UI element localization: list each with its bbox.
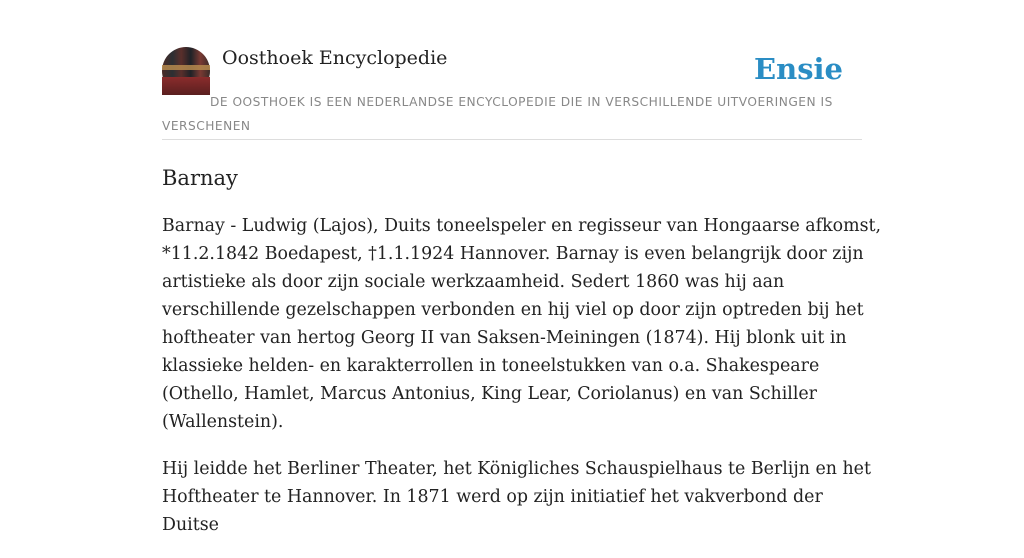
encyclopedia-avatar[interactable] xyxy=(162,47,210,95)
article-paragraph: Barnay - Ludwig (Lajos), Duits toneelspeler en regisseur van Hongaarse afkomst, *11.2.1842 Boedapest, †1.1.1924 Hannover. Barnay is even belangrijk door zijn artistieke als door zijn sociale werkzaamheid. Sedert 1860 was hij aan verschillende gezelschappen verbonden en hij viel op door zijn optreden bij het hoftheater van hertog Georg II van Saksen-Meiningen (1874). Hij blonk uit in klassieke helden- en karakterrollen in toneelstukken van o.a. Shakespeare (Othello, Hamlet, Marcus Antonius, King Lear, Coriolanus) en van Schiller (Wallenstein). xyxy=(162,216,882,432)
article xyxy=(162,160,882,558)
site-name-link[interactable]: Oosthoek Encyclopedie xyxy=(222,47,448,69)
article-paragraph: Hij leidde het Berliner Theater, het Königliches Schauspielhaus te Berlijn en het Hoftheater te Hannover. In 1871 werd op zijn initiatief het vakverbond der Duitse xyxy=(162,459,871,535)
article-title: Barnay xyxy=(162,166,238,190)
ensie-logo-link[interactable]: Ensie xyxy=(754,52,843,86)
site-tagline: DE OOSTHOEK IS EEN NEDERLANDSE ENCYCLOPEDIE DIE IN VERSCHILLENDE UITVOERINGEN IS VERSCHENEN xyxy=(162,95,833,133)
site-header xyxy=(162,0,862,140)
page-container xyxy=(162,0,882,535)
